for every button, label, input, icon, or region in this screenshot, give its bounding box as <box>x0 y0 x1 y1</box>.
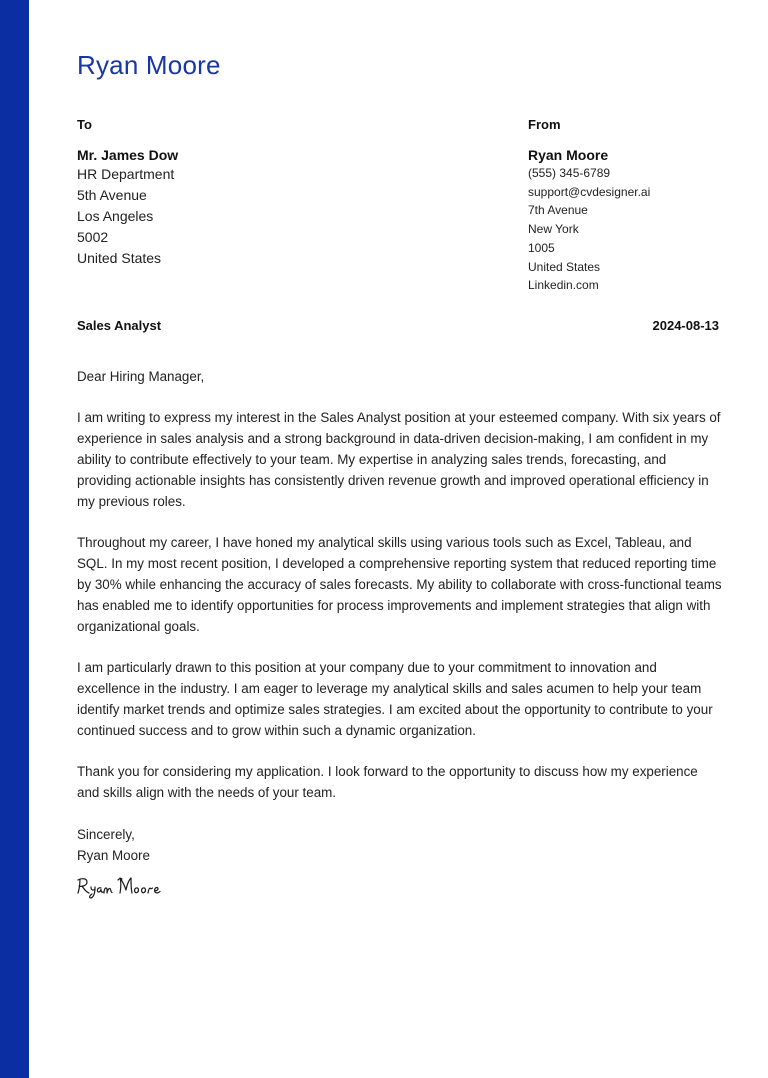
sender-line: United States <box>528 259 601 274</box>
sender-line: 1005 <box>528 240 555 255</box>
signature-image <box>75 872 175 902</box>
letter-body <box>77 366 723 823</box>
recipient-line: 5th Avenue <box>77 187 147 203</box>
body-paragraph: I am particularly drawn to this position at your company due to your commitment to innovation and excellence in the industry. I am eager to leverage my analytical skills and sales acumen to help your team identify market trends and optimize sales strategies. I am excited about the opportunity to contribute to your continued success and to grow within such a dynamic organization. <box>77 660 713 738</box>
recipient-name: Mr. James Dow <box>77 147 179 163</box>
sender-contact <box>528 164 728 295</box>
recipient-line: Los Angeles <box>77 208 154 224</box>
recipient-line: United States <box>77 250 162 266</box>
closing-block <box>77 824 150 866</box>
body-paragraph: I am writing to express my interest in the Sales Analyst position at your esteemed company. With six years of experience in sales analysis and a strong background in data-driven decision-making, I am confident in my ability to contribute effectively to your team. My expertise in analyzing sales trends, forecasting, and providing actionable insights has consistently driven revenue growth and improved operational efficiency in my previous roles. <box>77 410 721 509</box>
sender-block <box>528 117 728 295</box>
subject-title: Sales Analyst <box>77 318 162 333</box>
sender-linkedin: Linkedin.com <box>528 278 599 293</box>
recipient-line: 5002 <box>77 229 109 245</box>
handwritten-signature <box>75 872 175 907</box>
sender-phone: (555) 345-6789 <box>528 166 611 180</box>
sender-email: support@cvdesigner.ai <box>528 184 651 199</box>
closing-text: Sincerely, <box>77 827 135 842</box>
sender-line: New York <box>528 222 579 237</box>
sender-label: From <box>528 117 561 132</box>
letter-date: 2024-08-13 <box>652 318 719 333</box>
recipient-line: HR Department <box>77 166 175 182</box>
recipient-block <box>77 117 397 269</box>
sender-name: Ryan Moore <box>528 147 609 163</box>
greeting: Dear Hiring Manager, <box>77 369 205 384</box>
subject-row <box>77 318 719 333</box>
recipient-label: To <box>77 117 92 132</box>
signoff-name: Ryan Moore <box>77 848 150 863</box>
sender-line: 7th Avenue <box>528 203 588 218</box>
page-title: Ryan Moore <box>77 50 221 80</box>
body-paragraph: Throughout my career, I have honed my analytical skills using various tools such as Excel, Tableau, and SQL. In my most recent position, I developed a comprehensive reporting system that reduced reporting time by 30% while enhancing the accuracy of sales forecasts. My ability to collaborate with cross-functional teams has enabled me to identify opportunities for process improvements and implement strategies that align with organizational goals. <box>77 535 722 634</box>
accent-sidebar <box>0 0 29 1078</box>
recipient-address <box>77 164 397 269</box>
body-paragraph: Thank you for considering my application. I look forward to the opportunity to discuss how my experience and skills align with the needs of your team. <box>77 764 698 800</box>
